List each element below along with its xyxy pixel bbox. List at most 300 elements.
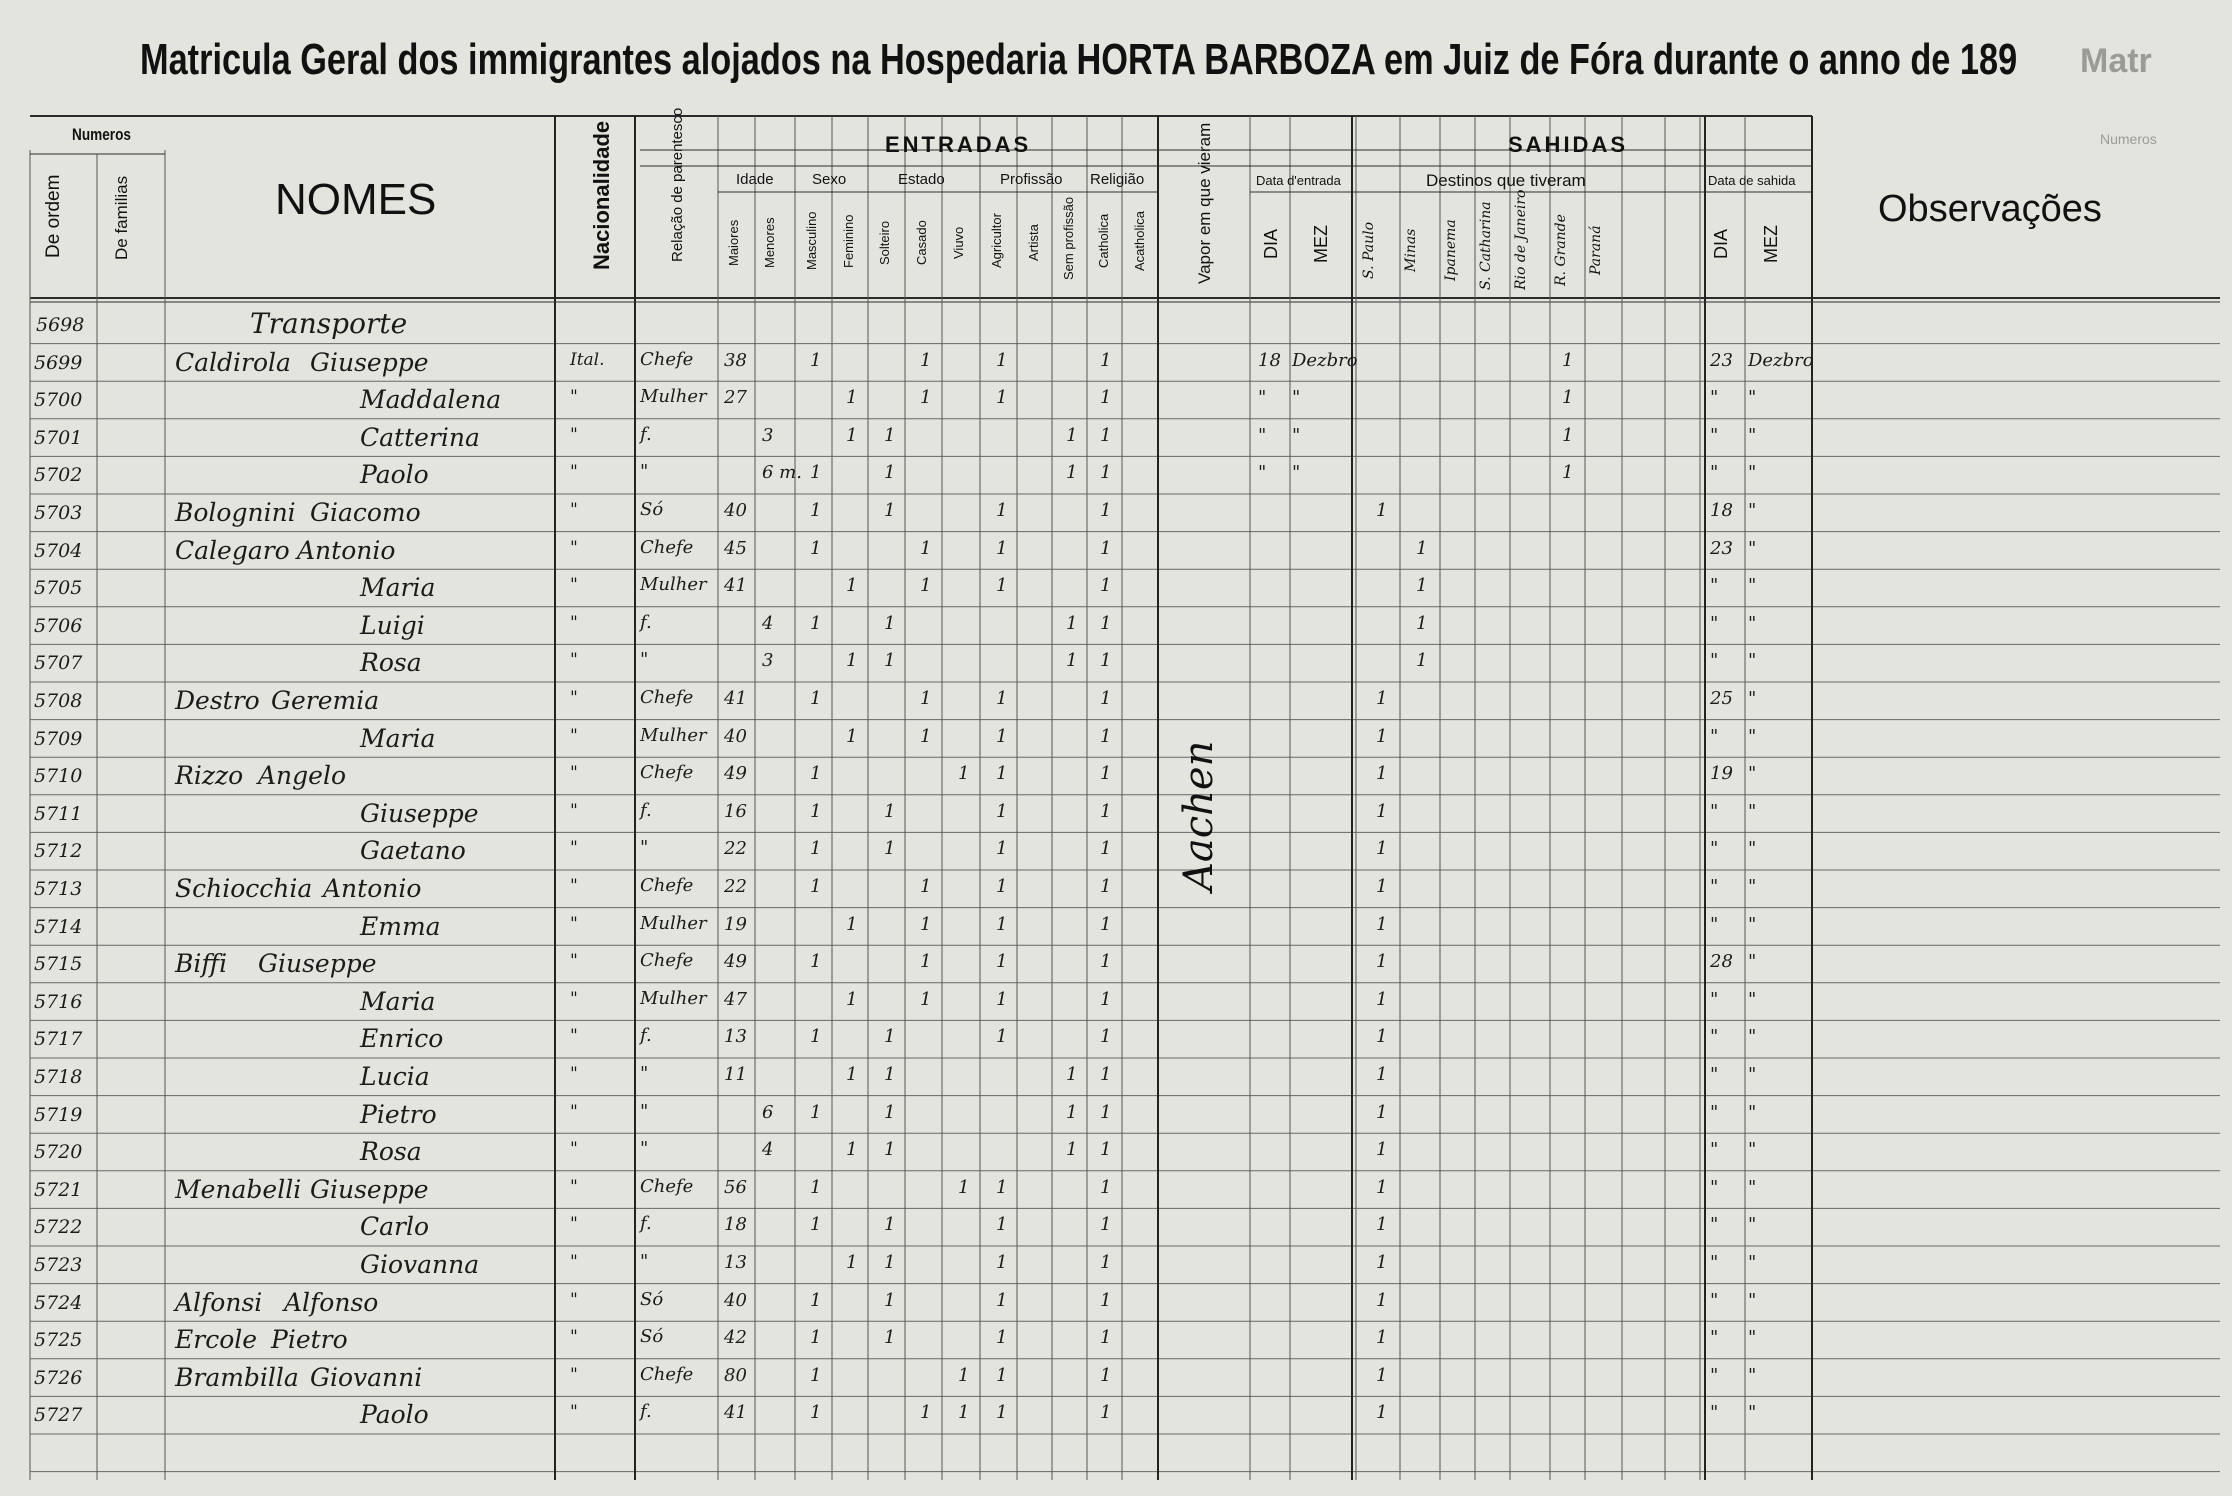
row-cat: 1 [1100,876,1112,897]
row-m: 1 [810,500,822,521]
row-sol: 1 [884,1139,896,1161]
row-nationality: " [570,725,578,746]
data-entrada-header: Data d'entrada [1256,173,1341,188]
row-mez-sahida: " [1748,838,1757,860]
row-mez-sahida: " [1748,1064,1757,1085]
row-destino-mark: 1 [1376,763,1388,785]
destino-head-0: S. Paulo [1361,221,1377,279]
row-relation: " [640,1063,649,1084]
row-sem: 1 [1066,1064,1078,1085]
row-given-name: Gaetano [360,836,466,866]
row-relation: f. [640,1213,652,1235]
row-maior: 45 [724,537,747,559]
ghost-title-fragment: Matr [2080,42,2152,80]
row-dia-sahida: " [1710,1101,1719,1123]
row-nationality: " [570,800,578,821]
row-number: 5722 [34,1216,83,1239]
row-number: 5699 [34,351,83,374]
de-familias-header: De familias [112,175,131,260]
row-cat: 1 [1100,462,1112,484]
row-destino-mark: 1 [1376,725,1388,747]
row-dia-sahida: 25 [1710,688,1733,709]
row-mez-sahida: " [1748,725,1757,747]
row-cas: 1 [920,575,932,597]
row-cat: 1 [1100,951,1112,973]
row-maior: 40 [724,500,747,521]
row-maior: 40 [724,1289,747,1311]
row-destino-mark: 1 [1416,575,1428,597]
row-relation: " [640,1100,649,1122]
row-number: 5710 [34,765,83,788]
row-dia-sahida: 18 [1710,500,1733,521]
row-f: 1 [846,575,858,597]
row-given-name: Giuseppe [360,798,479,828]
row-maior: 41 [724,575,747,597]
row-f: 1 [846,913,858,935]
row-mez-sahida: " [1748,1252,1757,1273]
row-relation: Mulher [640,912,707,934]
row-number: 5721 [34,1178,83,1201]
row-number: 5713 [34,878,83,900]
row-relation: f. [640,799,652,821]
row-m: 1 [810,763,822,785]
row-mez-sahida: " [1748,424,1757,446]
row-relation: Chefe [640,687,694,708]
row-dia-sahida: 19 [1710,763,1733,785]
row-mez-sahida: " [1748,763,1757,785]
row-nationality: " [570,1139,578,1160]
row-cat: 1 [1100,650,1112,672]
row-nationality: " [570,424,578,445]
row-nationality: " [570,1402,578,1423]
artista-header: Artista [1026,224,1041,262]
row-sol: 1 [884,1214,896,1236]
row-given-name: Giuseppe [258,949,377,979]
row-m: 1 [810,349,822,371]
row-destino-mark: 1 [1416,612,1428,634]
row-sol: 1 [884,838,896,860]
row-destino-mark: 1 [1376,1214,1388,1236]
row-nationality: " [570,1176,578,1197]
row-surname: Rizzo [175,761,244,791]
row-cat: 1 [1100,612,1112,634]
row-number: 5704 [34,539,83,562]
row-mez-sahida: " [1748,575,1757,597]
row-m: 1 [810,1026,822,1048]
row-nationality: " [570,575,578,596]
dia-sahida-header: DIA [1711,229,1731,260]
row-cat: 1 [1100,1026,1112,1048]
row-m: 1 [810,1101,822,1123]
row-given-name: Giacomo [310,498,421,527]
row-dia-sahida: " [1710,876,1719,897]
mez-sahida-header: MEZ [1761,225,1781,263]
row-given-name: Pietro [360,1099,437,1129]
row-destino-mark: 1 [1376,1139,1388,1161]
row-menor: 6 m. [762,462,802,484]
row-agr: 1 [996,537,1008,559]
row-menor: 4 [762,1139,774,1161]
row-cat: 1 [1100,1364,1112,1386]
row-given-name: Lucia [360,1062,430,1091]
row-cas: 1 [920,913,932,935]
row-cat: 1 [1100,800,1112,822]
page-title: Matricula Geral dos immigrantes alojados na Hospedaria HORTA BARBOZA em Juiz de Fóra durante o anno de 189 [140,35,2018,84]
row-dia-sahida: " [1710,575,1719,597]
row-relation: Chefe [640,536,694,558]
row-nationality: " [570,1364,578,1385]
estado-header: Estado [898,171,945,188]
row-surname: Destro [175,686,260,715]
row-relation: f. [640,1401,652,1423]
viuvo-header: Viuvo [951,226,966,260]
destinos-header: Destinos que tiveram [1426,171,1586,190]
row-destino-mark: 1 [1376,1327,1388,1349]
row-dia-sahida: " [1710,424,1719,446]
row-maior: 13 [724,1026,747,1048]
row-cat: 1 [1100,688,1112,709]
row-maior: 42 [724,1327,747,1349]
row-dia-entrada: " [1258,387,1267,409]
row-mez-sahida: " [1748,1289,1757,1311]
row-viu: 1 [958,763,970,785]
destino-head-1: Minas [1403,228,1419,272]
row-m: 1 [810,1289,822,1311]
row-number: 5718 [34,1066,83,1088]
row-cat: 1 [1100,1214,1112,1236]
row-destino-mark: 1 [1376,1289,1388,1311]
row-cat: 1 [1100,424,1112,446]
row-f: 1 [846,1064,858,1085]
row-maior: 49 [724,763,747,785]
row-nationality: " [570,1026,578,1047]
row-dia-sahida: " [1710,1214,1719,1236]
casado-header: Casado [914,220,929,266]
row-cas: 1 [920,387,932,409]
row-relation: Só [640,1288,664,1310]
row-cas: 1 [920,988,932,1010]
row-relation: " [640,461,649,483]
row-destino-mark: 1 [1376,500,1388,521]
row-nationality: " [570,500,578,520]
row-maior: 19 [724,913,747,935]
religiao-header: Religião [1090,171,1145,188]
row-agr: 1 [996,575,1008,597]
row-number: 5700 [34,389,83,412]
row-given-name: Giuseppe [310,1174,429,1204]
row-viu: 1 [958,1364,970,1386]
row-destino-mark: 1 [1376,913,1388,935]
row-cat: 1 [1100,1064,1112,1085]
row-number: 5711 [34,802,83,825]
row-cat: 1 [1100,387,1112,409]
row-number: 5724 [34,1291,83,1314]
row-mez-sahida: " [1748,1327,1757,1349]
row-nationality: " [570,650,578,671]
row-agr: 1 [996,913,1008,935]
row-agr: 1 [996,349,1008,371]
row-number: 5725 [34,1329,83,1352]
row-mez-sahida: " [1748,988,1757,1010]
row-dia-sahida: " [1710,1139,1719,1161]
row-f: 1 [846,424,858,446]
row-menor: 6 [762,1101,774,1123]
row-dia-entrada: 18 [1258,349,1281,371]
row-mez-sahida: " [1748,1176,1757,1198]
destino-head-6: Paraná [1588,225,1604,275]
row-destino-mark: 1 [1376,951,1388,973]
row-given-name: Alfonso [284,1287,379,1317]
row-given-name: Maria [360,986,436,1016]
row-cat: 1 [1100,1402,1112,1424]
row-dia-entrada: " [1258,424,1267,446]
row-cat: 1 [1100,1289,1112,1311]
row-agr: 1 [996,951,1008,973]
masculino-header: Masculino [804,211,819,271]
row-maior: 41 [724,1402,747,1424]
row-agr: 1 [996,1252,1008,1273]
row-number: 5726 [34,1366,83,1389]
row-dia-sahida: " [1710,1064,1719,1085]
row-maior: 11 [724,1064,747,1085]
mez-entrada-header: MEZ [1311,225,1331,263]
row-given-name: Maria [360,723,436,753]
row-agr: 1 [996,838,1008,860]
row-destino-mark: 1 [1416,650,1428,672]
row-given-name: Pietro [271,1325,348,1355]
row-agr: 1 [996,800,1008,822]
acatholica-header: Acatholica [1132,211,1147,271]
row-nationality: " [570,876,578,896]
row-destino-mark: 1 [1376,1026,1388,1048]
row-given-name: Enrico [360,1024,444,1054]
row-mez-sahida: " [1748,1402,1757,1424]
row-given-name: Giuseppe [310,347,429,377]
row-given-name: Giovanna [360,1250,480,1279]
row-mez-sahida: " [1748,1101,1757,1123]
row-sem: 1 [1066,650,1078,672]
row-relation: Só [640,1326,664,1348]
row-surname: Calegaro [175,535,290,565]
row-sol: 1 [884,462,896,484]
row-maior: 40 [724,725,747,747]
row-dia-sahida: " [1710,612,1719,634]
destino-head-3: S. Catharina [1478,201,1494,290]
sahidas-header: SAHIDAS [1508,132,1629,157]
row-cas: 1 [920,876,932,897]
row-mez-sahida: " [1748,688,1757,709]
row-relation: Chefe [640,348,694,370]
row-m: 1 [810,537,822,559]
row-maior: 18 [724,1214,747,1236]
row-destino-mark: 1 [1376,838,1388,860]
row-dia-sahida: " [1710,462,1719,484]
row-sol: 1 [884,1101,896,1123]
row-sol: 1 [884,1064,896,1085]
row-sem: 1 [1066,1139,1078,1161]
row-maior: 41 [724,688,747,709]
row-given-name: Angelo [258,761,347,791]
row-given-name: Luigi [360,610,425,640]
row-dia-entrada: " [1258,462,1267,484]
row-maior: 22 [724,876,747,897]
row-given-name: Rosa [360,648,422,678]
vapor-header: Vapor em que vieram [1195,122,1214,284]
row-agr: 1 [996,763,1008,785]
row-mez-entrada: Dezbro [1292,349,1358,371]
row-cat: 1 [1100,1252,1112,1273]
row-agr: 1 [996,876,1008,897]
row-given-name: Giovanni [310,1362,423,1392]
maiores-header: Maiores [726,219,741,267]
nacionalidade-header: Nacionalidade [589,120,614,270]
row-viu: 1 [958,1176,970,1198]
row-cat: 1 [1100,1101,1112,1123]
row-nationality: " [570,1064,578,1084]
catholica-header: Catholica [1096,213,1111,269]
row-cat: 1 [1100,1139,1112,1161]
row-destino-mark: 1 [1376,1064,1388,1085]
row-dia-sahida: " [1710,1176,1719,1198]
row-relation: " [640,649,649,671]
row-dia-sahida: " [1710,988,1719,1010]
row-mez-sahida: " [1748,537,1757,559]
row-sol: 1 [884,612,896,634]
row-mez-entrada: " [1292,462,1301,484]
row-mez-sahida: " [1748,500,1757,521]
row-number: 5715 [34,953,83,976]
row-m: 1 [810,462,822,484]
transport-number: 5698 [36,314,85,336]
row-sol: 1 [884,424,896,446]
row-nationality: " [570,838,578,859]
row-cat: 1 [1100,763,1112,785]
sexo-header: Sexo [812,171,847,188]
row-nationality: " [570,951,578,972]
row-dia-sahida: " [1710,1364,1719,1386]
row-cas: 1 [920,725,932,747]
row-dia-sahida: " [1710,387,1719,409]
row-destino-mark: 1 [1376,688,1388,709]
row-destino-mark: 1 [1376,876,1388,897]
row-cat: 1 [1100,913,1112,935]
row-nationality: " [570,1252,578,1272]
row-cas: 1 [920,1402,932,1424]
row-maior: 27 [724,387,747,409]
row-dia-sahida: 23 [1710,349,1733,371]
row-number: 5727 [34,1404,83,1427]
solteiro-header: Solteiro [877,220,892,266]
dia-entrada-header: DIA [1261,229,1281,260]
ghost-numeros: Numeros [2100,131,2157,147]
row-number: 5716 [34,990,83,1013]
row-nationality: Ital. [570,349,605,370]
row-relation: f. [640,423,652,445]
row-dia-sahida: " [1710,800,1719,822]
row-surname: Ercole [175,1325,258,1355]
row-mez-sahida: Dezbro [1748,349,1814,371]
row-relation: " [640,1138,649,1160]
row-cas: 1 [920,537,932,559]
row-menor: 3 [762,424,774,446]
destino-head-2: Ipanema [1443,219,1459,281]
row-mez-sahida: " [1748,913,1757,935]
row-mez-sahida: " [1748,951,1757,973]
row-dia-sahida: " [1710,913,1719,935]
row-relation: Mulher [640,574,707,596]
row-mez-sahida: " [1748,876,1757,897]
row-relation: Chefe [640,875,694,896]
row-destino-mark: 1 [1376,1101,1388,1123]
row-cat: 1 [1100,349,1112,371]
row-dia-sahida: 23 [1710,537,1733,559]
row-maior: 80 [724,1364,747,1386]
row-relation: " [640,1251,649,1272]
row-destino-mark: 1 [1376,1402,1388,1424]
row-cas: 1 [920,951,932,973]
row-agr: 1 [996,988,1008,1010]
row-sem: 1 [1066,612,1078,634]
row-dia-sahida: " [1710,1402,1719,1424]
row-mez-sahida: " [1748,650,1757,672]
row-dia-sahida: " [1710,1289,1719,1311]
row-number: 5720 [34,1141,83,1164]
row-maior: 47 [724,988,747,1010]
row-sol: 1 [884,1289,896,1311]
row-dia-sahida: " [1710,1327,1719,1349]
row-agr: 1 [996,1289,1008,1311]
row-surname: Menabelli [175,1174,302,1204]
row-cat: 1 [1100,500,1112,521]
row-number: 5723 [34,1254,83,1276]
row-cas: 1 [920,349,932,371]
row-cat: 1 [1100,725,1112,747]
row-nationality: " [570,537,578,558]
row-given-name: Paolo [360,1400,429,1430]
row-mez-sahida: " [1748,387,1757,409]
row-sem: 1 [1066,424,1078,446]
row-relation: Mulher [640,724,707,746]
sem-profissao-header: Sem profissão [1061,196,1076,280]
row-given-name: Antonio [297,535,396,565]
row-cat: 1 [1100,537,1112,559]
numeros-header: Numeros [72,125,131,144]
row-maior: 49 [724,951,747,973]
row-cas: 1 [920,688,932,709]
row-agr: 1 [996,1402,1008,1424]
row-nationality: " [570,462,578,483]
row-nationality: " [570,387,578,408]
relacao-header: Relação de parentesco [669,107,686,262]
row-surname: Bolognini [175,498,296,527]
destino-head-5: R. Grande [1553,214,1569,286]
row-agr: 1 [996,1364,1008,1386]
row-relation: Chefe [640,1363,694,1385]
row-maior: 13 [724,1252,747,1273]
row-sem: 1 [1066,462,1078,484]
row-f: 1 [846,650,858,672]
row-number: 5719 [34,1103,83,1126]
row-number: 5714 [34,915,83,938]
row-nationality: " [570,1101,578,1122]
row-number: 5706 [34,614,83,637]
row-sol: 1 [884,1327,896,1349]
row-agr: 1 [996,500,1008,521]
de-ordem-header: De ordem [43,174,64,258]
row-given-name: Maria [360,573,436,603]
menores-header: Menores [762,217,777,269]
row-given-name: Geremia [271,686,380,715]
